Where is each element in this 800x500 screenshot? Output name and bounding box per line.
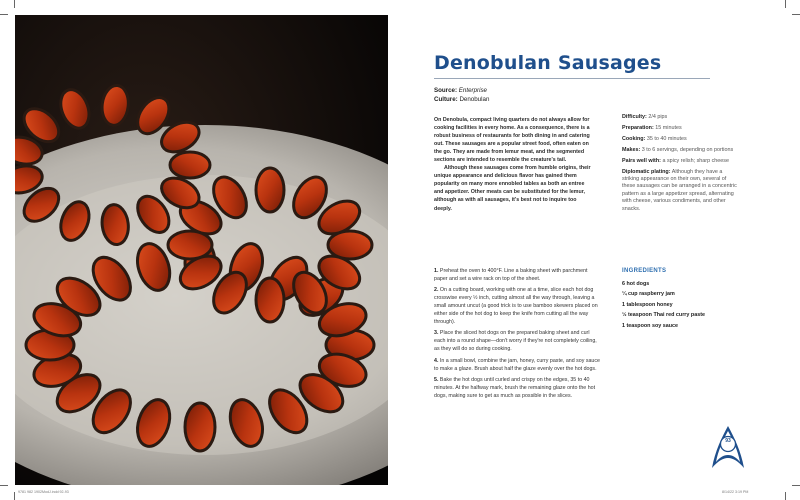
source-value: Enterprise	[458, 87, 487, 94]
detail-makes	[622, 147, 740, 154]
step-text: In a small bowl, combine the jam, honey, curry paste, and soy sauce to make a glaze. Brush about half the glaze evenly over the hot dogs.	[434, 357, 600, 372]
detail-label: Diplomatic plating:	[622, 168, 671, 175]
step-item	[434, 358, 600, 374]
detail-value: 2/4 pips	[648, 114, 668, 120]
source-label: Source:	[434, 87, 458, 94]
sausage-segment	[256, 278, 284, 322]
crop-mark	[0, 485, 8, 486]
detail-label: Preparation:	[622, 124, 654, 131]
culture-label: Culture:	[434, 96, 458, 103]
crop-mark	[14, 0, 15, 8]
ingredient-item: 6 hot dogs	[622, 281, 650, 287]
sausage-segment	[256, 168, 284, 212]
detail-label: Difficulty:	[622, 114, 647, 120]
detail-value: Although they have a striking appearance on their own, several of these sausages can be arranged in a concentric pattern as a large appetizer spread, alternating with cheese, various condiments, and other snacks.	[622, 168, 737, 212]
recipe-page	[400, 0, 800, 500]
detail-value: 3 to 6 servings, depending on portions	[641, 146, 734, 153]
step-text: Preheat the oven to 400°F. Line a baking sheet with parchment paper and set a wire rack on top of the sheet.	[434, 268, 588, 282]
print-slug-left: 9781 982 1902ModJ.indd 92-93	[18, 490, 69, 494]
ingredient-item: ½ teaspoon Thai red curry paste	[622, 312, 705, 319]
step-item	[434, 330, 600, 354]
step-text: Place the sliced hot dogs on the prepared baking sheet and curl each into a round shape—don't worry if they're not completely coiling, as they will do so during cooking.	[434, 330, 597, 353]
step-text: On a cutting board, working with one at a time, slice each hot dog crosswise every ½ inch, cutting almost all the way through, leaving a small amount uncut (a good trick is to use bamboo skewers placed on either side of the hot dog to keep the knife from cutting all the way through).	[434, 287, 598, 326]
page-number: 93	[725, 438, 731, 444]
step-text: Bake the hot dogs until curled and crispy on the edges, 35 to 40 minutes. At the halfway mark, brush the remaining glaze onto the hot dogs, making sure to get as much as possible in the slices.	[434, 377, 596, 399]
detail-value: a spicy relish; sharp cheese	[662, 157, 729, 164]
recipe-details	[622, 114, 740, 216]
starfleet-delta-icon	[710, 425, 746, 471]
crop-mark	[14, 492, 15, 500]
detail-preparation	[622, 125, 740, 132]
title-divider	[434, 78, 710, 79]
detail-cooking	[622, 136, 740, 143]
step-number: 2.	[434, 287, 439, 294]
detail-value: 15 minutes	[655, 124, 682, 131]
sausage-segment	[170, 152, 210, 178]
step-number: 5.	[434, 377, 439, 383]
ingredients-heading: INGREDIENTS	[622, 268, 667, 274]
instructions	[434, 268, 600, 404]
detail-label: Pairs well with:	[622, 157, 661, 164]
detail-plating	[622, 169, 740, 213]
detail-pairs	[622, 158, 740, 165]
recipe-meta	[434, 86, 489, 104]
ingredient-item: 1 teaspoon soy sauce	[622, 322, 679, 329]
step-number: 3.	[434, 330, 439, 337]
page-badge	[710, 425, 746, 471]
print-slug-right: 8/14/22 3:19 PM	[722, 490, 749, 494]
step-item	[434, 377, 600, 401]
ingredient-item: ¼ cup raspberry jam	[622, 291, 675, 298]
step-item	[434, 287, 600, 327]
detail-label: Cooking:	[622, 135, 646, 142]
step-item	[434, 268, 600, 284]
crop-mark	[0, 14, 8, 15]
step-number: 1.	[434, 268, 439, 274]
intro-text	[434, 116, 594, 213]
sausage-segment	[185, 403, 215, 451]
detail-difficulty	[622, 114, 740, 121]
ingredients	[622, 268, 742, 331]
step-number: 4.	[434, 357, 439, 364]
recipe-title: Denobulan Sausages	[434, 52, 662, 74]
detail-label: Makes:	[622, 146, 641, 153]
detail-value: 35 to 40 minutes	[646, 135, 687, 142]
sausage-photo	[15, 15, 388, 485]
culture-value: Denobulan	[459, 96, 490, 103]
intro-paragraph: On Denobula, compact living quarters do not always allow for cooking facilities in every home. As a consequence, there is a robust business of restaurants for both dining in and catering out. These sausages are a popular street food, often eaten on the go. They are made from lemur meat, and the segmented sections are intended to resemble the creature's tail.	[434, 117, 590, 164]
ingredient-item: 1 tablespoon honey	[622, 301, 673, 308]
intro-paragraph: Although these sausages come from humble origins, their unique appearance and delicious flavor has gained them popularity on many more ennobled tables as both an entree and appetizer. Other meats can be substituted for the lemur, although as with all sausages, it's best not to inquire too deeply.	[434, 165, 591, 212]
